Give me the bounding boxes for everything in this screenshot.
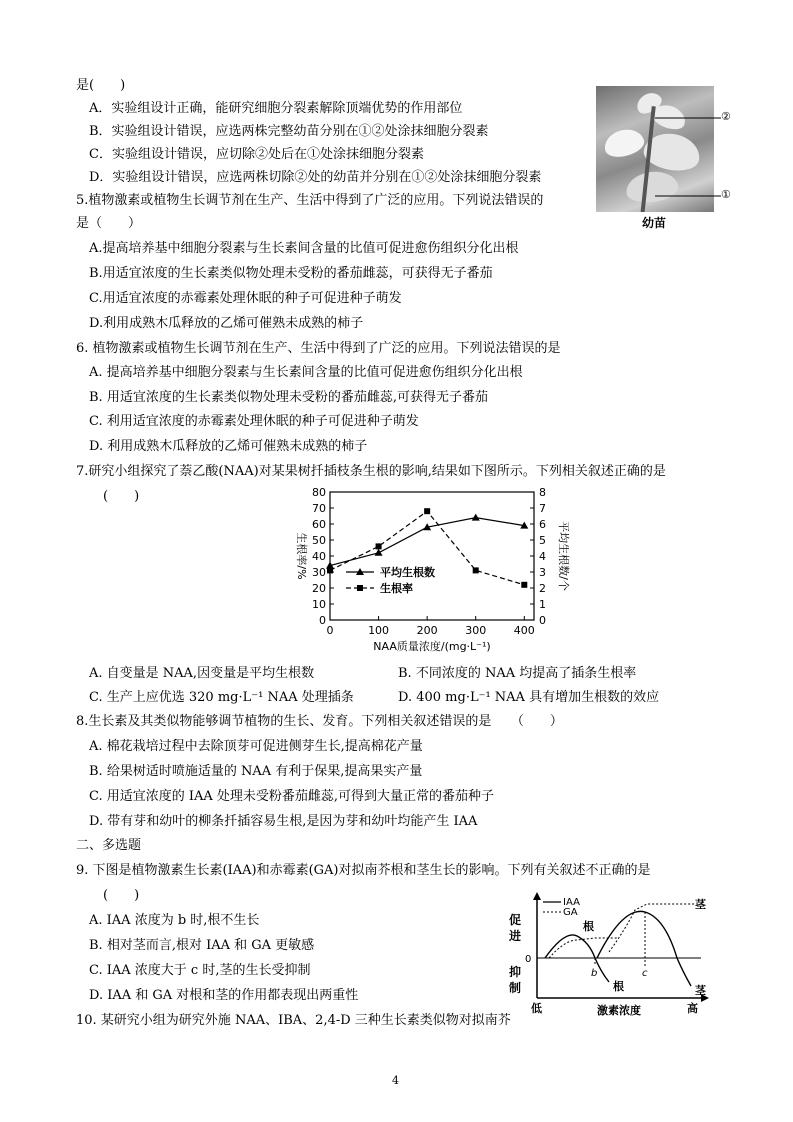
label-2: ②: [721, 110, 731, 123]
point-root-count: [375, 549, 383, 556]
point-root-rate: [473, 567, 479, 573]
q10-stem: 10. 某研究小组为研究外施 NAA、IBA、2,4-D 三种生长素类似物对拟南芥: [76, 1013, 511, 1028]
x-tick-label: 200: [416, 624, 438, 637]
x-tick-label: 300: [465, 624, 487, 637]
q5-stem-line1: 5.植物激素或植物生长调节剂在生产、生活中得到了广泛的应用。下列说法错误的: [76, 193, 544, 208]
legend-root-count: 平均生根数: [380, 566, 435, 579]
q8-option-a: A. 棉花栽培过程中去除顶芽可促进侧芽生长,提高棉花产量: [89, 739, 423, 754]
label-stem-bottom: 茎: [695, 984, 706, 997]
left-tick-label: 70: [312, 502, 326, 515]
label-1: ①: [721, 188, 731, 201]
x-tick-label: 0: [326, 624, 334, 637]
left-tick-label: 20: [312, 582, 326, 595]
q4-option-d: D．实验组设计错误，应选两株切除②处的幼苗并分别在①②处涂抹细胞分裂素: [89, 170, 542, 185]
left-axis-title: 生根率/%: [295, 532, 308, 580]
y-axis-arrow: [533, 892, 541, 900]
q5-option-a: A.提高培养基中细胞分裂素与生长素间含量的比值可促进愈伤组织分化出根: [89, 241, 519, 256]
q5-option-c: C.用适宜浓度的赤霉素处理休眠的种子可促进种子萌发: [89, 291, 402, 306]
right-axis-title: 平均生根数/个: [557, 521, 570, 591]
x-axis-title: NAA质量浓度/(mg·L⁻¹): [373, 640, 491, 653]
q7-option-d: D. 400 mg·L⁻¹ NAA 具有增加生根数的效应: [398, 690, 660, 705]
q4-option-a: A．实验组设计正确，能研究细胞分裂素解除顶端优势的作用部位: [89, 101, 463, 116]
q6-option-b: B. 用适宜浓度的生长素类似物处理未受粉的番茄雌蕊,可获得无子番茄: [89, 390, 488, 405]
q8-option-b: B. 给果树适时喷施适量的 NAA 有利于保果,提高果实产量: [89, 764, 423, 779]
q9-stem-line2: ( ): [103, 888, 140, 903]
left-tick-label: 60: [312, 518, 326, 531]
right-tick-label: 1: [539, 598, 546, 611]
label-inhibit-2: 制: [509, 981, 522, 995]
q5-stem-line2: 是（ ）: [76, 216, 142, 231]
q4-option-b: B．实验组设计错误，应选两株完整幼苗分别在①②处涂抹细胞分裂素: [89, 124, 489, 139]
point-root-rate: [521, 582, 527, 588]
right-tick-label: 4: [539, 550, 546, 563]
q5-option-d: D.利用成熟木瓜释放的乙烯可催熟未成熟的柿子: [89, 316, 364, 331]
stem-ga-curve: [609, 904, 701, 952]
legend-root-rate: 生根率: [380, 582, 413, 595]
left-tick-label: 10: [312, 598, 326, 611]
label-inhibit-1: 抑: [509, 965, 522, 979]
left-tick-label: 30: [312, 566, 326, 579]
label-stem-top: 茎: [695, 898, 706, 911]
q6-option-d: D. 利用成熟木瓜释放的乙烯可催熟未成熟的柿子: [89, 439, 368, 454]
left-tick-label: 40: [312, 550, 326, 563]
iaa-ga-diagram: [505, 890, 725, 1020]
q7-stem-line1: 7.研究小组探究了萘乙酸(NAA)对某果树扦插枝条生根的影响,结果如下图所示。下列相关叙述正确的是: [76, 464, 666, 479]
naa-rooting-chart: [282, 484, 572, 656]
point-root-rate: [424, 508, 430, 514]
legend-marker-root-rate: [357, 585, 363, 591]
q4-option-c: C．实验组设计错误，应切除②处后在①处涂抹细胞分裂素: [89, 147, 424, 162]
q8-option-d: D. 带有芽和幼叶的柳条扦插容易生根,是因为芽和幼叶均能产生 IAA: [89, 814, 478, 829]
left-tick-label: 50: [312, 534, 326, 547]
label-promote-2: 进: [509, 929, 522, 943]
right-tick-label: 7: [539, 502, 546, 515]
q8-stem: 8.生长素及其类似物能够调节植物的生长、发育。下列相关叙述错误的是 （ ）: [76, 714, 563, 729]
q5-option-b: B.用适宜浓度的生长素类似物处理未受粉的番茄雌蕊，可获得无子番茄: [89, 266, 493, 281]
q9-option-b: B. 相对茎而言,根对 IAA 和 GA 更敏感: [89, 938, 315, 953]
right-tick-label: 5: [539, 534, 546, 547]
q9-option-a: A. IAA 浓度为 b 时,根不生长: [89, 913, 260, 928]
right-tick-label: 0: [539, 614, 546, 627]
q6-option-c: C. 利用适宜浓度的赤霉素处理休眠的种子可促进种子萌发: [89, 414, 419, 429]
x-low-label: 低: [531, 1002, 542, 1015]
legend-ga: GA: [563, 907, 578, 918]
left-tick-label: 80: [312, 486, 326, 499]
right-tick-label: 2: [539, 582, 546, 595]
q9-option-d: D. IAA 和 GA 对根和茎的作用都表现出两重性: [89, 988, 359, 1003]
q9-stem-line1: 9. 下图是植物激素生长素(IAA)和赤霉素(GA)对拟南芥根和茎生长的影响。下列有关叙述不正确的是: [76, 863, 651, 878]
q6-option-a: A. 提高培养基中细胞分裂素与生长素间含量的比值可促进愈伤组织分化出根: [89, 365, 523, 380]
q7-option-c: C. 生产上应优选 320 mg·L⁻¹ NAA 处理插条: [89, 690, 354, 705]
label-promote-1: 促: [509, 913, 522, 927]
section-title-multi-choice: 二、多选题: [76, 838, 142, 853]
page-number: 4: [392, 1074, 399, 1087]
point-root-rate: [327, 567, 333, 573]
zero-label: 0: [525, 954, 532, 965]
right-tick-label: 6: [539, 518, 546, 531]
x-tick-label: 400: [513, 624, 535, 637]
label-root-bottom: 根: [613, 980, 624, 993]
x-high-label: 高: [687, 1002, 698, 1015]
x-axis-title: 激素浓度: [597, 1004, 641, 1017]
q6-stem: 6. 植物激素或植物生长调节剂在生产、生活中得到了广泛的应用。下列说法错误的是: [76, 341, 561, 356]
left-tick-label: 0: [319, 614, 326, 627]
point-b: b: [591, 968, 598, 979]
point-root-count: [472, 514, 480, 521]
point-c: c: [642, 968, 648, 979]
label-root-top: 根: [583, 920, 594, 933]
right-tick-label: 3: [539, 566, 546, 579]
right-tick-label: 8: [539, 486, 546, 499]
q7-option-a: A. 自变量是 NAA,因变量是平均生根数: [89, 666, 315, 681]
q7-option-b: B. 不同浓度的 NAA 均提高了插条生根率: [398, 666, 637, 681]
seedling-caption: 幼苗: [642, 216, 667, 230]
q8-option-c: C. 用适宜浓度的 IAA 处理未受粉番茄雌蕊,可得到大量正常的番茄种子: [89, 789, 495, 804]
x-tick-label: 100: [368, 624, 390, 637]
point-root-rate: [376, 543, 382, 549]
q9-option-c: C. IAA 浓度大于 c 时,茎的生长受抑制: [89, 963, 311, 978]
legend-iaa: IAA: [563, 897, 580, 908]
plot-frame: [330, 492, 534, 620]
q7-stem-line2: ( ): [103, 489, 140, 504]
q4-stem-end: 是( ): [76, 78, 126, 93]
